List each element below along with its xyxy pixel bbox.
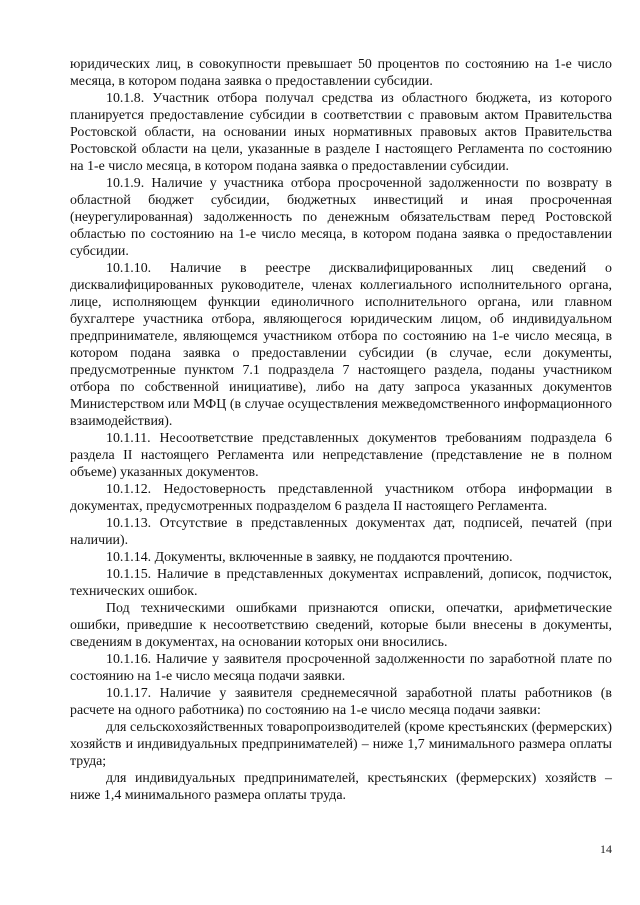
paragraph-10-1-15: 10.1.15. Наличие в представленных документах исправлений, дописок, подчисток, технических ошибок. [70,567,612,599]
paragraph-10-1-13: 10.1.13. Отсутствие в представленных документах дат, подписей, печатей (при наличии). [70,516,612,548]
paragraph-10-1-11: 10.1.11. Несоответствие представленных документов требованиям подраздела 6 раздела II настоящего Регламента или непредставление (представление не в полном объеме) указанных документов. [70,431,612,480]
paragraph-10-1-17: 10.1.17. Наличие у заявителя среднемесячной заработной платы работников (в расчете на одного работника) по состоянию на 1-е число месяца подачи заявки: [70,686,612,718]
paragraph-10-1-16: 10.1.16. Наличие у заявителя просроченной задолженности по заработной плате по состоянию на 1-е число месяца подачи заявки. [70,652,612,684]
document-page [70,56,612,804]
paragraph-10-1-10: 10.1.10. Наличие в реестре дисквалифицированных лиц сведений о дисквалифицированных руководителе, членах коллегиального исполнительного органа, лице, исполняющем функции единоличного исполнительного органа, или главном бухгалтере участника отбора, являющегося юридическим лицом, об индивидуальном предпринимателе, являющемся участником отбора по состоянию на 1-е число месяца, в котором подана заявка о предоставлении субсидии (в случае, если документы, предусмотренные пунктом 7.1 подраздела 7 настоящего раздела, поданы участником отбора по собственной инициативе), либо на дату запроса указанных документов Министерством или МФЦ (в случае осуществления межведомственного информационного взаимодействия). [70,261,612,429]
paragraph-10-1-12: 10.1.12. Недостоверность представленной участником отбора информации в документах, предусмотренных подразделом 6 раздела II настоящего Регламента. [70,482,612,514]
paragraph-technical-errors: Под техническими ошибками признаются описки, опечатки, арифметические ошибки, приведшие к несоответствию сведений, которые были внесены в документы, сведениям в документах, на основании которых они вносились. [70,601,612,650]
paragraph-10-1-14: 10.1.14. Документы, включенные в заявку, не поддаются прочтению. [106,550,513,565]
paragraph-agricultural-producers: для сельскохозяйственных товаропроизводителей (кроме крестьянских (фермерских) хозяйств и индивидуальных предпринимателей) – ниже 1,7 минимального размера оплаты труда; [70,720,612,769]
paragraph-continuation: юридических лиц, в совокупности превышает 50 процентов по состоянию на 1-е число месяца, в котором подана заявка о предоставлении субсидии. [70,57,612,89]
paragraph-10-1-9: 10.1.9. Наличие у участника отбора просроченной задолженности по возврату в областной бюджет субсидии, бюджетных инвестиций и иная просроченная (неурегулированная) задолженность по денежным обязательствам перед Ростовской областью по состоянию на 1-е число месяца, в котором подана заявка о предоставлении субсидии. [70,176,612,259]
paragraph-10-1-8: 10.1.8. Участник отбора получал средства из областного бюджета, из которого планируется предоставление субсидии в соответствии с правовым актом Правительства Ростовской области, на основании иных нормативных правовых актов Правительства Ростовской области на цели, указанные в разделе I настоящего Регламента по состоянию на 1-е число месяца, в котором подана заявка о предоставлении субсидии. [70,91,612,174]
page-number: 14 [600,842,612,856]
paragraph-individual-entrepreneurs: для индивидуальных предпринимателей, крестьянских (фермерских) хозяйств – ниже 1,4 минимального размера оплаты труда. [70,771,612,803]
